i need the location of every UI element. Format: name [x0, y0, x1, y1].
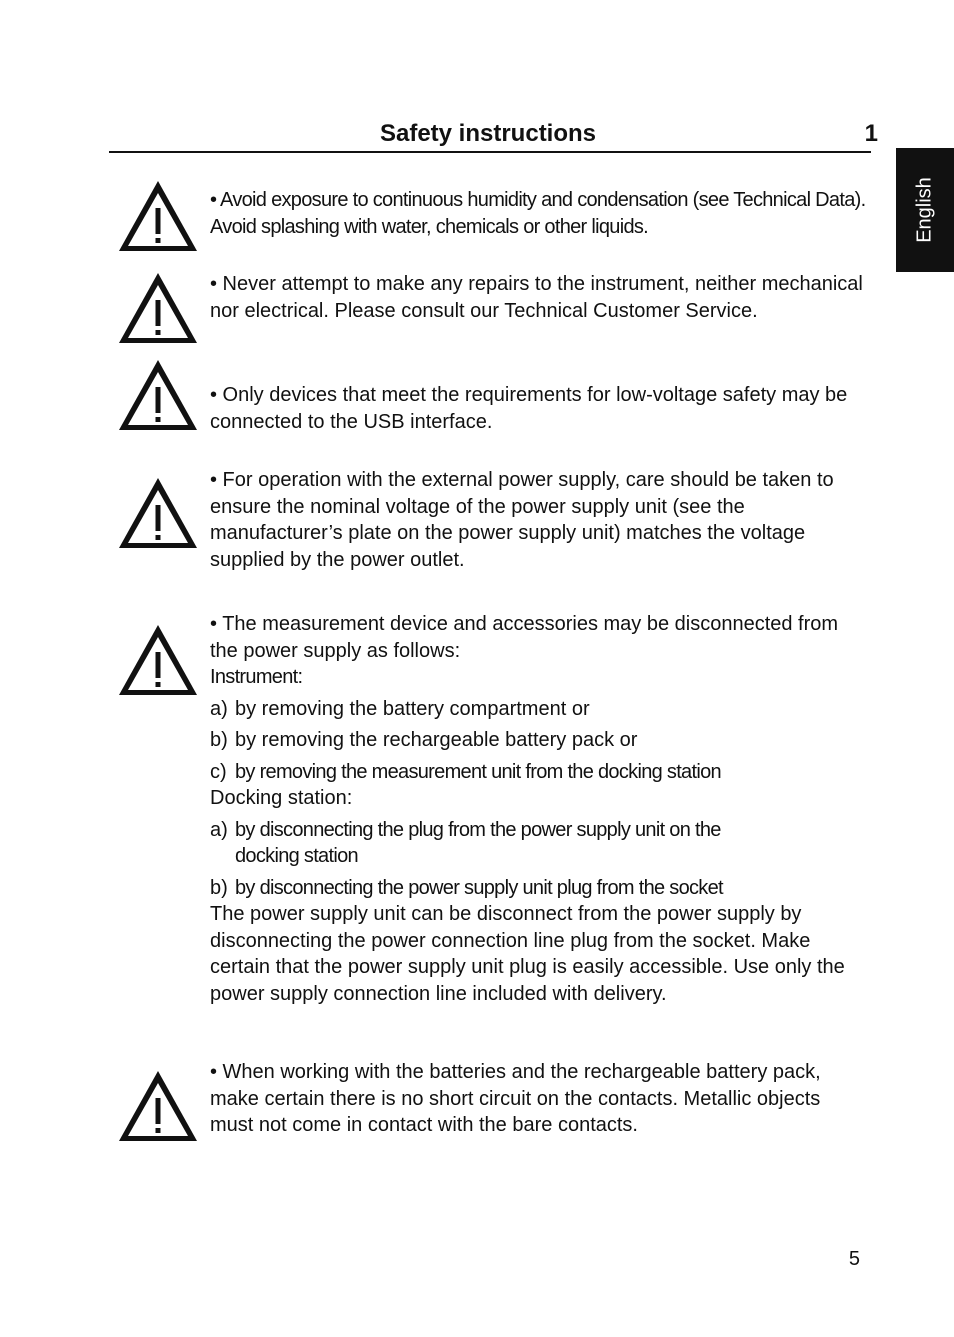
chapter-number: 1 — [864, 120, 878, 147]
list-item — [210, 759, 866, 786]
warning-triangle-icon — [116, 475, 200, 551]
docking-heading: Docking station: — [210, 787, 353, 809]
list-item-text: by removing the measurement unit from the docking station — [235, 760, 721, 783]
list-item-text: by removing the battery compartment or — [235, 697, 590, 720]
safety-instruction — [210, 1059, 866, 1139]
instruction-text: • Only devices that meet the requirements for low-voltage safety may be connected to the USB interface. — [210, 384, 848, 433]
list-item-label: b) — [210, 729, 228, 751]
list-item-text: by disconnecting the power supply unit plug from the socket — [235, 876, 723, 899]
instruction-text: • For operation with the external power supply, care should be taken to ensure the nominal voltage of the power supply unit (see the manufacturer’s plate on the power supply unit) matches the voltage supplied by the power outlet. — [210, 469, 834, 571]
list-item — [210, 727, 866, 754]
safety-instruction — [210, 467, 866, 573]
header-divider — [109, 151, 871, 153]
instrument-heading: Instrument: — [210, 666, 303, 688]
language-tab — [896, 148, 954, 272]
warning-triangle-icon — [116, 622, 200, 698]
page-title: Safety instructions — [379, 120, 597, 147]
list-item — [210, 696, 866, 723]
list-item-label: a) — [210, 697, 228, 720]
list-item-label: c) — [210, 760, 227, 783]
warning-triangle-icon — [116, 270, 200, 346]
safety-instruction — [210, 611, 866, 1007]
language-tab-label: English — [913, 177, 936, 243]
closing-paragraph: The power supply unit can be disconnect from the power supply by disconnecting the power connection line plug from the socket. Make certain that the power supply unit plug is easily accessible. Use only the power supply connection line included with delivery. — [210, 903, 845, 1005]
warning-triangle-icon — [116, 178, 200, 254]
list-item — [210, 817, 866, 870]
list-item — [210, 875, 866, 902]
warning-triangle-icon — [116, 357, 200, 433]
instruction-text: • Avoid exposure to continuous humidity and condensation (see Technical Data). Avoid splashing with water, chemicals or other liquids. — [210, 189, 866, 238]
instruction-text: • When working with the batteries and the rechargeable battery pack, make certain there is no short circuit on the contacts. Metallic objects must not come in contact with the bare contacts. — [210, 1061, 821, 1136]
instruction-text: • Never attempt to make any repairs to the instrument, neither mechanical nor electrical. Please consult our Technical Customer Service. — [210, 273, 863, 322]
safety-instruction — [210, 382, 866, 435]
list-item-label: b) — [210, 876, 228, 899]
page-number: 5 — [848, 1248, 860, 1270]
safety-instruction — [210, 187, 866, 240]
list-item-text: by removing the rechargeable battery pack or — [235, 729, 638, 751]
list-item-label: a) — [210, 818, 228, 841]
instruction-text: • The measurement device and accessories may be disconnected from the power supply as follows: — [210, 613, 839, 662]
safety-instruction — [210, 271, 866, 324]
list-item-text: by disconnecting the plug from the power supply unit on the docking station — [235, 818, 721, 867]
warning-triangle-icon — [116, 1068, 200, 1144]
